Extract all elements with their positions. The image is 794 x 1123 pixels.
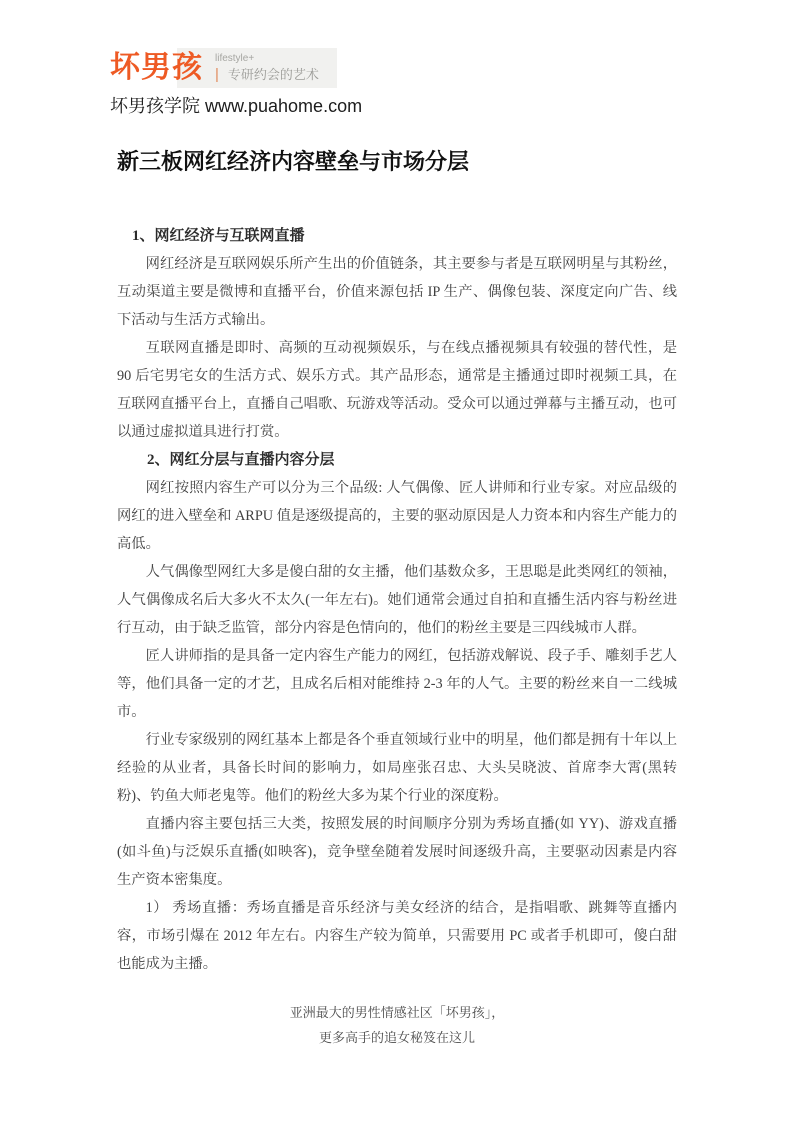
section-heading: 1、网红经济与互联网直播 [132,228,305,244]
site-line: 坏男孩学院 www.puahome.com [110,96,363,116]
brand-logo [110,48,794,88]
document-body [117,222,677,978]
paragraph: 网红经济是互联网娱乐所产生出的价值链条，其主要参与者是互联网明星与其粉丝，互动渠道主要是微博和直播平台，价值来源包括 IP 生产、偶像包装、深度定向广告、线下活动与生活方式输出。 [117,256,677,328]
brand-tagline: 专研约会的艺术 [227,67,319,82]
brand-logo-text: 坏男孩 [110,51,203,84]
paragraph: 直播内容主要包括三大类，按照发展的时间顺序分别为秀场直播(如 YY)、游戏直播(如斗鱼)与泛娱乐直播(如映客)，竞争壁垒随着发展时间逐级升高，主要驱动因素是内容生产资本密集度。 [117,816,677,888]
divider-bar: | [215,66,219,83]
page-header [0,0,794,118]
paragraph: 互联网直播是即时、高频的互动视频娱乐，与在线点播视频具有较强的替代性，是 90 后宅男宅女的生活方式、娱乐方式。其产品形态，通常是主播通过即时视频工具，在互联网直播平台上，直播自己唱歌、玩游戏等活动。受众可以通过弹幕与主播互动，也可以通过虚拟道具进行打赏。 [117,340,677,440]
footer-line-1: 亚洲最大的男性情感社区「坏男孩」， [289,1005,505,1020]
paragraph: 匠人讲师指的是具备一定内容生产能力的网红，包括游戏解说、段子手、雕刻手艺人等，他们具备一定的才艺，且成名后相对能维持 2-3 年的人气。主要的粉丝来自一二线城市。 [117,648,677,720]
page-footer [0,1000,794,1050]
paragraph: 行业专家级别的网红基本上都是各个垂直领域行业中的明星，他们都是拥有十年以上经验的从业者，具备长时间的影响力，如局座张召忠、大头吴晓波、首席李大霄(黑转粉)、钓鱼大师老鬼等。他们的粉丝大多为某个行业的深度粉。 [117,732,677,804]
lifestyle-label: lifestyle+ [215,53,255,64]
page-title: 新三板网红经济内容壁垒与市场分层 [117,149,470,174]
paragraph: 人气偶像型网红大多是傻白甜的女主播，他们基数众多，王思聪是此类网红的领袖，人气偶像成名后大多火不太久(一年左右)。她们通常会通过自拍和直播生活内容与粉丝进行互动，由于缺乏监管，部分内容是色情向的，他们的粉丝主要是三四线城市人群。 [117,564,677,636]
paragraph: 网红按照内容生产可以分为三个品级: 人气偶像、匠人讲师和行业专家。对应品级的网红的进入壁垒和 ARPU 值是逐级提高的，主要的驱动原因是人力资本和内容生产能力的高低。 [117,480,677,552]
footer-line-2: 更多高手的追女秘笈在这儿 [318,1030,475,1045]
brand-tagline-row [215,67,319,83]
section-heading: 2、网红分层与直播内容分层 [147,452,335,468]
paragraph: 1） 秀场直播：秀场直播是音乐经济与美女经济的结合，是指唱歌、跳舞等直播内容，市场引爆在 2012 年左右。内容生产较为简单，只需要用 PC 或者手机即可，傻白甜也能成为主播。 [117,900,677,972]
